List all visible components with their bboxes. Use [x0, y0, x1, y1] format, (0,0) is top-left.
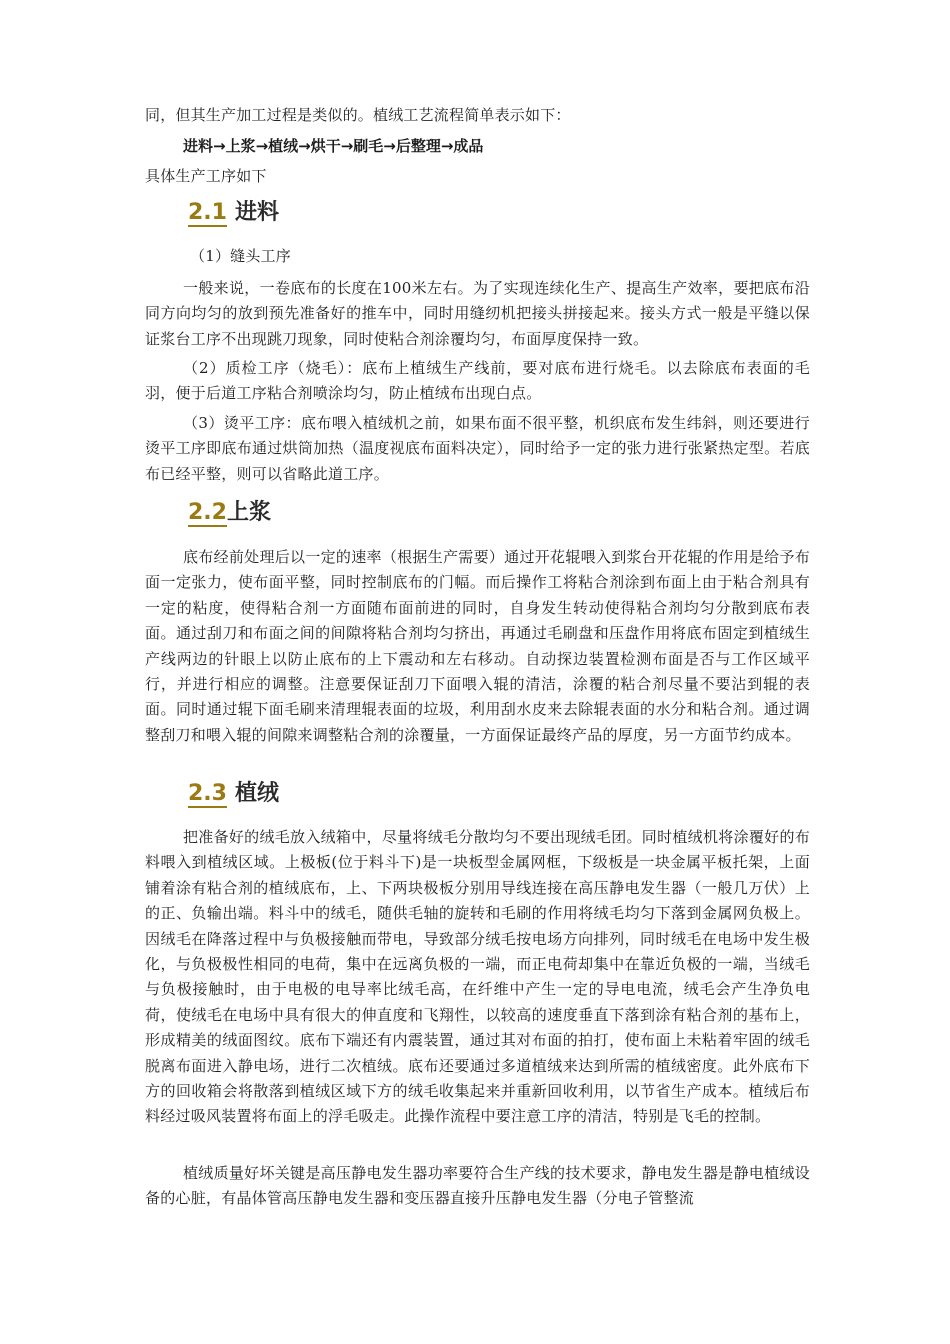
section-title: 进料 [234, 200, 279, 225]
section-number: 2.2 [188, 500, 227, 525]
section-heading-2-3 [188, 779, 279, 809]
section-number: 2.1 [188, 200, 227, 225]
section-heading-2-2 [188, 498, 271, 528]
section-title: 植绒 [234, 781, 279, 806]
intro-line: 同，但其生产加工过程是类似的。植绒工艺流程简单表示如下： [145, 106, 571, 124]
section-heading-2-1 [188, 198, 279, 228]
subintro-line: 具体生产工序如下 [145, 167, 267, 185]
paragraph: 把准备好的绒毛放入绒箱中，尽量将绒毛分散均匀不要出现绒毛团。同时植绒机将涂覆好的布料喂入到植绒区域。上极板(位于料斗下)是一块板型金属网框，下级板是一块金属平板托架，上面铺着涂有粘合剂的植绒底布，上、下两块极板分别用导线连接在高压静电发生器（一般几万伏）上的正、负输出端。料斗中的绒毛，随供毛轴的旋转和毛刷的作用将绒毛均匀下落到金属网负极上。因绒毛在降落过程中与负极接触而带电，导致部分绒毛按电场方向排列，同时绒毛在电场中发生极化，与负极极性相同的电荷，集中在远离负极的一端，而正电荷却集中在靠近负极的一端，当绒毛与负极接触时，由于电极的电导率比绒毛高，在纤维中产生一定的导电电流，绒毛会产生净负电荷，使绒毛在电场中具有很大的伸直度和飞翔性，以较高的速度垂直下落到涂有粘合剂的基布上，形成精美的绒面图纹。底布下端还有内震装置，通过其对布面的拍打，使布面上未粘着牢固的绒毛脱离布面进入静电场，进行二次植绒。底布还要通过多道植绒来达到所需的植绒密度。此外底布下方的回收箱会将散落到植绒区域下方的绒毛收集起来并重新回收利用，以节省生产成本。植绒后布料经过吸风装置将布面上的浮毛吸走。此操作流程中要注意工序的清洁，特别是飞毛的控制。 [145, 828, 810, 1126]
paragraph: 底布经前处理后以一定的速率（根据生产需要）通过开花辊喂入到浆台开花辊的作用是给予布面一定张力，使布面平整，同时控制底布的门幅。而后操作工将粘合剂涂到布面上由于粘合剂具有一定的粘度，使得粘合剂一方面随布面前进的同时，自身发生转动使得粘合剂均匀分散到底布表面。通过刮刀和布面之间的间隙将粘合剂均匀挤出，再通过毛刷盘和压盘作用将底布固定到植绒生产线两边的针眼上以防止底布的上下震动和左右移动。自动探边装置检测布面是否与工作区域平行，并进行相应的调整。注意要保证刮刀下面喂入辊的清洁，涂覆的粘合剂尽量不要沾到辊的表面。同时通过辊下面毛刷来清理辊表面的垃圾，利用刮水皮来去除辊表面的水分和粘合剂。通过调整刮刀和喂入辊的间隙来调整粘合剂的涂覆量，一方面保证最终产品的厚度，另一方面节约成本。 [145, 548, 810, 744]
paragraph: （3）烫平工序：底布喂入植绒机之前，如果布面不很平整，机织底布发生纬斜，则还要进行烫平工序即底布通过烘筒加热（温度视底布面料决定），同时给予一定的张力进行张紧热定型。若底布已经平整，则可以省略此道工序。 [145, 414, 810, 483]
paragraph: 植绒质量好坏关键是高压静电发生器功率要符合生产线的技术要求，静电发生器是静电植绒设备的心脏，有晶体管高压静电发生器和变压器直接升压静电发生器（分电子管整流 [145, 1164, 810, 1208]
step-label: （1）缝头工序 [190, 247, 291, 265]
section-title: 上浆 [226, 500, 271, 525]
paragraph: （2）质检工序（烧毛）：底布上植绒生产线前，要对底布进行烧毛。以去除底布表面的毛羽，便于后道工序粘合剂喷涂均匀，防止植绒布出现白点。 [145, 359, 810, 403]
process-flow: 进料→上浆→植绒→烘干→刷毛→后整理→成品 [183, 137, 484, 155]
section-number: 2.3 [188, 781, 227, 806]
paragraph: 一般来说，一卷底布的长度在100米左右。为了实现连续化生产、提高生产效率，要把底布沿同方向均匀的放到预先准备好的推车中，同时用缝纫机把接头拼接起来。接头方式一般是平缝以保证浆台工序不出现跳刀现象，同时使粘合剂涂覆均匀，布面厚度保持一致。 [145, 279, 810, 348]
